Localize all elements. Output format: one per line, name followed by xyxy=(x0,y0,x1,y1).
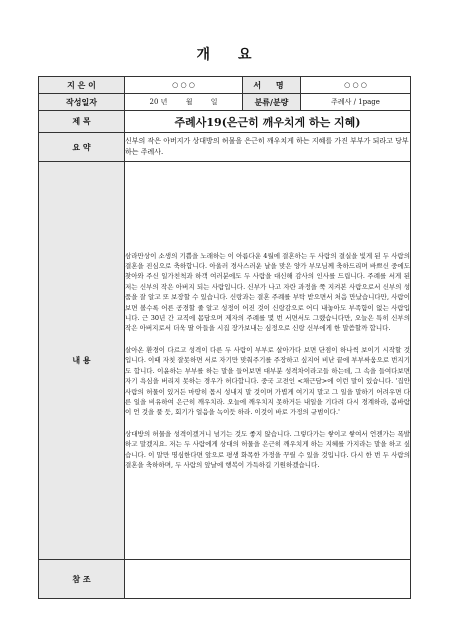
date-day: 일 xyxy=(210,98,218,106)
content-body xyxy=(125,162,411,560)
document-title xyxy=(0,44,450,64)
summary-form-table xyxy=(38,76,411,599)
date-month: 월 xyxy=(185,98,193,106)
book-name-label: 서 명 xyxy=(243,77,301,94)
reference-value xyxy=(125,560,411,599)
author-value: ○ ○ ○ xyxy=(125,77,243,94)
reference-label: 참 조 xyxy=(39,560,125,599)
content-paragraph: 상대방의 허물을 성격이겠거니 넘기는 것도 좋지 않습니다. 그렇다가는 쌓이고 쌓여서 언젠가는 폭발하고 말겠지요. 저는 두 사람에게 상대의 허물을 은근히 깨우치게 하는 지혜를 가지라는 말을 하고 싶습니다. 이 말만 명심한다면 앞으로 평생 화목한 가정을 꾸릴 수 있을 것입니다. 다시 한 번 두 사람의 결혼을 축하하며, 두 사람의 앞날에 행복이 가득하길 기원하겠습니다. xyxy=(125,429,410,469)
title-char-2: 요 xyxy=(238,47,254,63)
summary-value: 신부의 작은 아버지가 상대방의 허물을 은근히 깨우치게 하는 지혜를 가진 부부가 되라고 당부하는 주례사. xyxy=(125,133,411,162)
title-char-1: 개 xyxy=(196,47,212,63)
category-label: 분류/분량 xyxy=(243,94,301,111)
book-name-value: ○ ○ ○ xyxy=(301,77,411,94)
date-value xyxy=(125,94,243,111)
date-label: 작성일자 xyxy=(39,94,125,111)
content-label: 내 용 xyxy=(39,162,125,560)
category-value: 주례사 / 1page xyxy=(301,94,411,111)
summary-label: 요 약 xyxy=(39,133,125,162)
subject-value: 주례사19(은근히 깨우치게 하는 지혜) xyxy=(125,111,411,133)
date-year: 20 년 xyxy=(149,98,168,106)
content-paragraph: 살아온 환경이 다르고 성격이 다른 두 사람이 부부로 살아가다 보면 단점이 하나씩 보이기 시작할 것입니다. 이때 자칫 잘못하면 서로 자기만 맞춰주기를 주장하고 싶지어 비난 끝에 부부싸움으로 번지기도 합니다. 이윤하는 부부를 하는 말을 들어보면 대부분 성격차이라고들 하는데, 그 속을 들여다보면 자기 욕심을 버리지 못하는 경우가 허다합니다. 중국 고전인 <채근담>에 이런 말이 있습니다. '집안사람의 허물이 있거든 마땅히 몹시 성내지 말 것이며 가볍게 여기지 말고 그 일을 말하기 어려우면 다른 일을 비유하여 은근히 깨우치라. 오늘에 깨우치지 못하거든 내일을 기다려 다시 경계하라, 봄바람이 언 것을 풀 듯, 회기가 얼음을 녹이듯 하라. 이것이 바로 가정의 규범이다.' xyxy=(125,345,410,417)
content-paragraph: 삼라만상이 소생의 기쁨을 노래하는 이 아름다운 4월에 결혼하는 두 사람의 결실을 빛게 된 두 사람의 결혼을 진심으로 축하합니다. 아울러 경사스러운 날을 맞은 양가 부모님께 축하드리며 바쁘신 중에도 찾아와 주신 일가친척과 하객 여러분에도 두 사람을 대신해 감사의 인사를 드립니다. 주례를 서게 된 저는 신부의 작은 아버지 되는 사람입니다. 신부가 나고 자란 과정을 쭉 지켜본 사람으로서 신부의 성품을 잘 알고 또 보장할 수 있습니다. 신랑과는 결혼 주례를 부탁 받으면서 처음 만났습니다만, 사람이 보면 볼수록 어른 공경할 줄 알고 성정이 어진 것이 신랑감으로 어디 내놓아도 부족함이 없는 사람입니다. 근 30년 간 교직에 몸담으며 제자의 주례를 몇 번 서면서도 그랬습니다만, 오늘은 특히 신부의 작은 아버지로서 더욱 딸 아들을 시집 장가보내는 심정으로 신랑 신부에게 한 말씀할까 합니다. xyxy=(125,251,410,333)
subject-label: 제 목 xyxy=(39,111,125,133)
author-label: 지 은 이 xyxy=(39,77,125,94)
